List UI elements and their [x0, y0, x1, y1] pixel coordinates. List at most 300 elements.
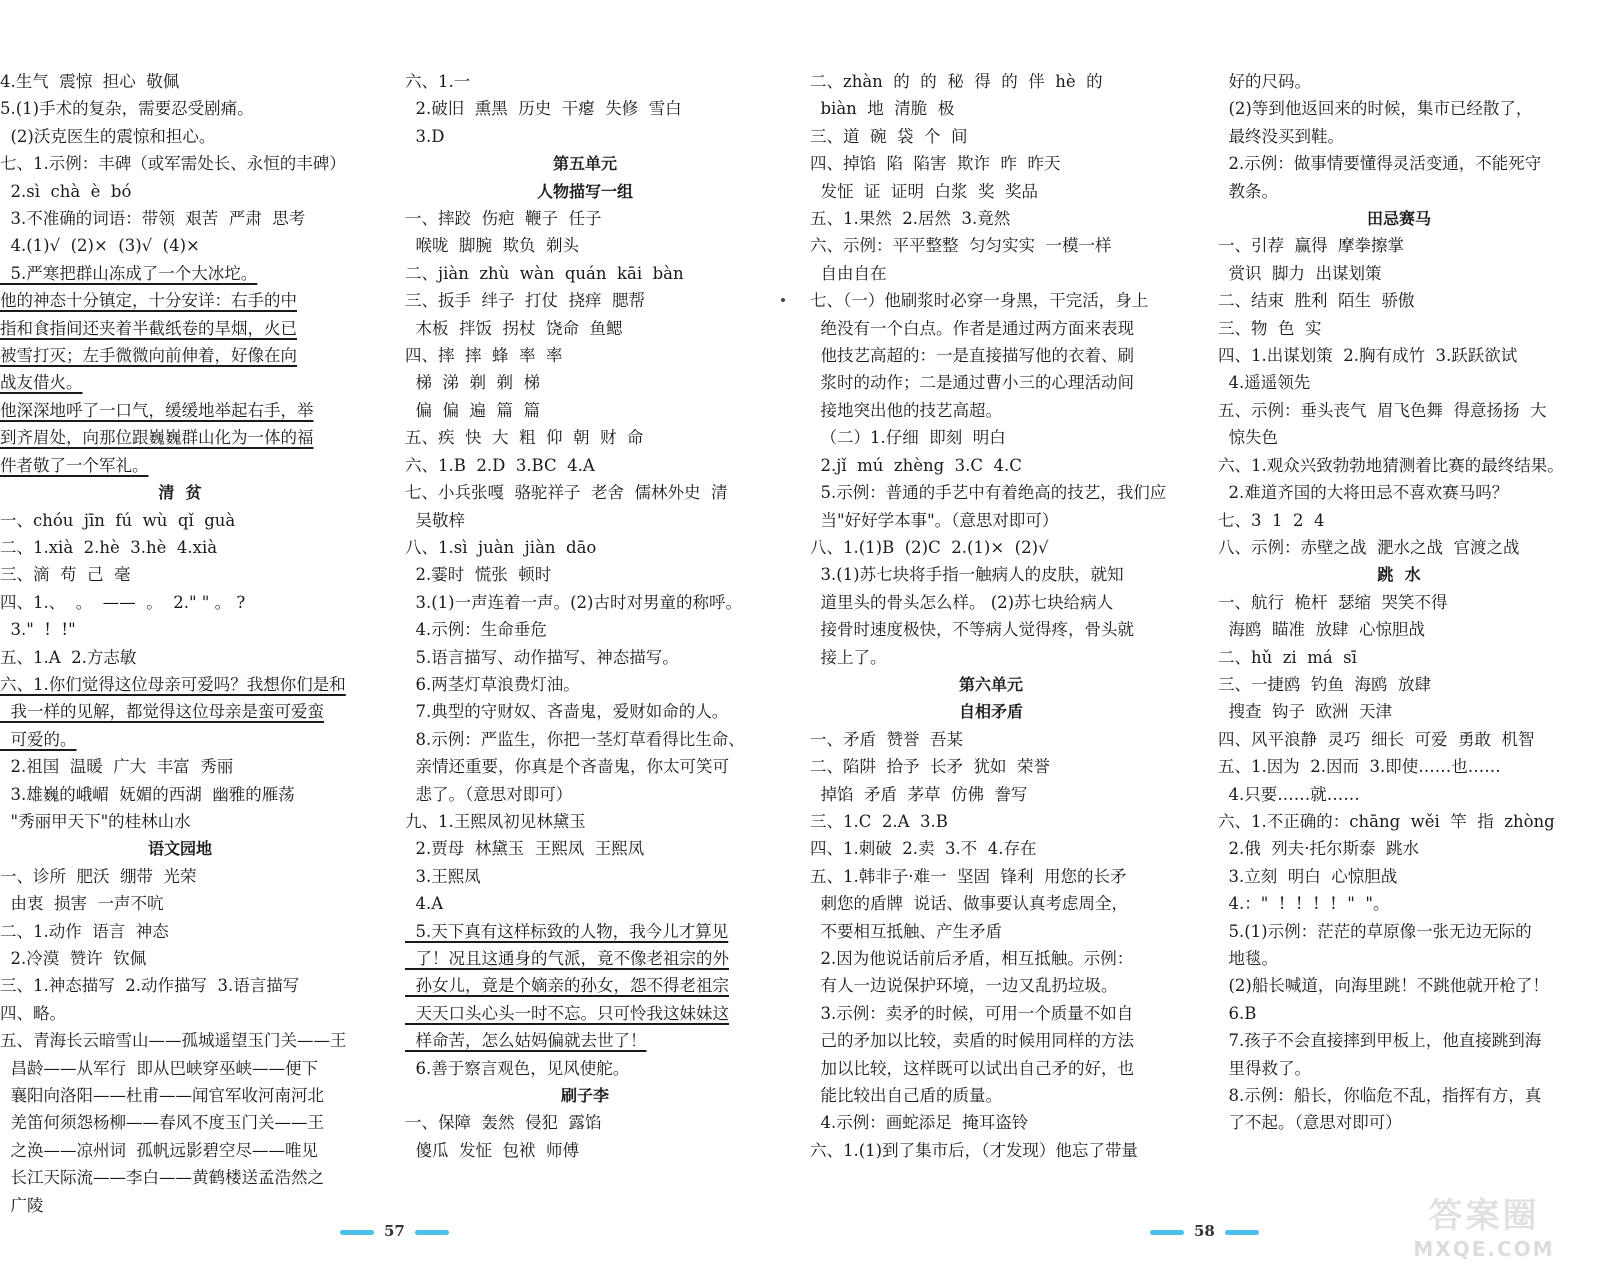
answer-line: [405, 1000, 765, 1027]
answer-line: [405, 452, 765, 479]
answer-text: 他深深地呼了一口气，缓缓地举起右手，举: [0, 400, 314, 420]
answer-line: [810, 918, 1172, 945]
answer-text: 2.sì chà è bó: [0, 181, 132, 201]
answer-text: 六、1.(1)到了集市后，（才发现）他忘了带量: [810, 1140, 1138, 1160]
answer-line: [405, 644, 765, 671]
answer-line: [1218, 808, 1580, 835]
answer-text: 七、1.示例：丰碑（或军需处长、永恒的丰碑）: [0, 154, 346, 174]
answer-line: [405, 479, 765, 506]
answer-text: 4.示例：画蛇添足 掩耳盗铃: [810, 1113, 1029, 1133]
answer-line: [0, 863, 360, 890]
answer-text: 4.A: [405, 894, 444, 914]
answer-line: [0, 1192, 360, 1219]
answer-text: 六、1.观众兴致勃勃地猜测着比赛的最终结果。: [1218, 455, 1564, 475]
answer-text: 一、矛盾 赞誉 吾某: [810, 729, 963, 749]
answer-text: 2.俄 列夫·托尔斯泰 跳水: [1218, 839, 1419, 859]
answer-line: [810, 507, 1172, 534]
answer-text: 5.示例：普通的手艺中有着绝高的技艺，我们应: [810, 483, 1167, 503]
answer-text: 7.典型的守财奴、吝啬鬼，爱财如命的人。: [405, 702, 729, 722]
answer-line: [1218, 95, 1580, 122]
answer-line: [1218, 890, 1580, 917]
answer-text: 2.jǐ mú zhèng 3.C 4.C: [810, 455, 1022, 475]
answer-text: 吴敬梓: [405, 510, 465, 530]
answer-line: [0, 369, 360, 396]
answer-text: "秀丽甲天下"的桂林山水: [0, 811, 191, 831]
answer-text: 天天口头心头一时不忘。只可怜我这妹妹这: [405, 1003, 729, 1023]
column-3: [810, 68, 1172, 1164]
answer-text: 赏识 脚力 出谋划策: [1218, 263, 1382, 283]
answer-line: [1218, 753, 1580, 780]
answer-text: （二）1.仔细 即刻 明白: [810, 428, 1006, 448]
answer-line: [405, 424, 765, 451]
answer-text: 好的尺码。: [1218, 72, 1311, 91]
answer-text: 六、1.B 2.D 3.BC 4.A: [405, 455, 595, 475]
answer-line: [405, 972, 765, 999]
answer-line: [0, 753, 360, 780]
answer-line: [405, 589, 765, 616]
answer-text: 广陵: [0, 1195, 44, 1215]
answer-text: 四、略。: [0, 1003, 66, 1023]
answer-text: 第五单元: [552, 154, 617, 174]
answer-line: [1218, 424, 1580, 451]
answer-text: 襄阳向洛阳——杜甫——闻官军收河南河北: [0, 1086, 324, 1106]
answer-text: 二、1.动作 语言 神态: [0, 921, 169, 941]
answer-text: 指和食指间还夹着半截纸卷的旱烟，火已: [0, 318, 297, 338]
answer-line: [0, 644, 360, 671]
answer-line: [0, 95, 360, 122]
answer-text: 5.严寒把群山冻成了一个大冰坨。: [0, 263, 258, 283]
answer-text: 第六单元: [958, 674, 1023, 694]
answer-line: [810, 287, 1172, 314]
answer-text: 五、1.果然 2.居然 3.竟然: [810, 209, 1011, 229]
answer-text: 了不起。（意思对即可）: [1218, 1113, 1402, 1133]
answer-text: 长江天际流——李白——黄鹤楼送孟浩然之: [0, 1168, 324, 1188]
answer-text: 傻瓜 发怔 包袱 师傅: [405, 1140, 579, 1160]
answer-line: [810, 1082, 1172, 1109]
answer-text: (2)沃克医生的震惊和担心。: [0, 126, 216, 146]
answer-text: 6.B: [1218, 1003, 1257, 1023]
answer-line: [0, 1164, 360, 1191]
answer-text: 之涣——凉州词 孤帆远影碧空尽——唯见: [0, 1140, 318, 1160]
answer-text: 三、扳手 绊子 打仗 挠痒 腮帮: [405, 291, 645, 311]
answer-line: [405, 753, 765, 780]
answer-text: 2.祖国 温暖 广大 丰富 秀丽: [0, 757, 234, 777]
answer-text: 八、1.(1)B (2)C 2.(1)× (2)√: [810, 537, 1049, 557]
answer-line: [810, 561, 1172, 588]
answer-text: 2.霎时 慌张 顿时: [405, 565, 552, 585]
answer-line: [810, 1027, 1172, 1054]
margin-dot: [781, 298, 785, 302]
answer-line: [810, 1055, 1172, 1082]
answer-text: 一、chóu jīn fú wù qǐ guà: [0, 510, 236, 530]
answer-text: 到齐眉处，向那位跟巍巍群山化为一体的福: [0, 428, 314, 448]
column-2: [405, 68, 765, 1164]
answer-line: [405, 507, 765, 534]
answer-text: 2.贾母 林黛玉 王熙凤 王熙凤: [405, 839, 645, 859]
answer-text: 刷子李: [560, 1086, 609, 1106]
section-heading: [810, 698, 1172, 725]
answer-text: 2.示例：做事情要懂得灵活变通，不能死守: [1218, 154, 1542, 174]
answer-text: 一、诊所 肥沃 绷带 光荣: [0, 866, 197, 886]
answer-text: 可爱的。: [0, 729, 77, 749]
answer-line: [405, 1055, 765, 1082]
answer-line: [0, 808, 360, 835]
answer-text: 五、1.A 2.方志敏: [0, 647, 137, 667]
answer-line: [1218, 123, 1580, 150]
answer-line: [405, 1109, 765, 1136]
section-heading: [0, 835, 360, 862]
answer-text: 人物描写一组: [536, 181, 633, 201]
answer-text: 加以比较，这样既可以试出自己矛的好，也: [810, 1058, 1134, 1078]
answer-text: 接骨时速度极快，不等病人觉得疼，骨头就: [810, 620, 1134, 640]
answer-text: 二、陷阱 拾予 长矛 犹如 荣誉: [810, 757, 1050, 777]
answer-line: [1218, 315, 1580, 342]
answer-text: 5.(1)手术的复杂，需要忍受剧痛。: [0, 99, 254, 119]
answer-line: [810, 1000, 1172, 1027]
answer-text: 喉咙 脚腕 欺负 剃头: [405, 236, 579, 256]
answer-line: [1218, 972, 1580, 999]
answer-line: [1218, 479, 1580, 506]
page-number-left: [330, 1222, 459, 1240]
answer-text: 2.难道齐国的大将田忌不喜欢赛马吗？: [1218, 483, 1509, 503]
answer-line: [1218, 1082, 1580, 1109]
answer-line: [810, 616, 1172, 643]
answer-text: 悲了。（意思对即可）: [405, 784, 573, 804]
column-1: [0, 68, 360, 1219]
watermark-text: 答案圈: [1428, 1196, 1540, 1236]
answer-text: 5.语言描写、动作描写、神态描写。: [405, 647, 679, 667]
page-number-right: [1140, 1222, 1269, 1240]
answer-line: [0, 1000, 360, 1027]
answer-line: [405, 205, 765, 232]
answer-line: [810, 397, 1172, 424]
answer-line: [0, 123, 360, 150]
answer-line: [810, 890, 1172, 917]
answer-text: 4.遥遥领先: [1218, 373, 1311, 393]
answer-text: 件者敬了一个军礼。: [0, 455, 149, 475]
answer-line: [810, 644, 1172, 671]
answer-text: 惊失色: [1218, 428, 1278, 448]
answer-text: 战友借火。: [0, 373, 83, 393]
answer-line: [0, 589, 360, 616]
answer-text: 3.D: [405, 126, 445, 146]
answer-text: 三、道 碗 袋 个 间: [810, 126, 968, 146]
answer-line: [1218, 397, 1580, 424]
answer-line: [810, 68, 1172, 95]
answer-text: 绝没有一个白点。作者是通过两方面来表现: [810, 318, 1134, 338]
answer-line: [810, 726, 1172, 753]
section-heading: [810, 671, 1172, 698]
answer-line: [810, 150, 1172, 177]
answer-text: 当"好好学本事"。（意思对即可）: [810, 510, 1059, 530]
answer-text: 四、摔 摔 蜂 率 率: [405, 346, 563, 366]
answer-line: [0, 616, 360, 643]
column-4: [1218, 68, 1580, 1137]
answer-text: 木板 拌饭 拐杖 饶命 鱼鳃: [405, 318, 623, 338]
answer-line: [810, 479, 1172, 506]
answer-line: [1218, 342, 1580, 369]
answer-line: [0, 68, 360, 95]
answer-text: 四、1.刺破 2.卖 3.不 4.存在: [810, 839, 1037, 859]
answer-text: 二、zhàn 的 的 秘 得 的 伴 hè 的: [810, 72, 1103, 91]
answer-line: [0, 1137, 360, 1164]
section-heading: [1218, 205, 1580, 232]
answer-text: 五、青海长云暗雪山——孤城遥望玉门关——王: [0, 1031, 347, 1051]
answer-text: 五、1.韩非子·难一 坚固 锋利 用您的长矛: [810, 866, 1127, 886]
answer-text: 能比较出自己盾的质量。: [810, 1086, 1002, 1106]
answer-line: [405, 671, 765, 698]
answer-line: [810, 589, 1172, 616]
answer-text: 3.立刻 明白 心惊胆战: [1218, 866, 1398, 886]
answer-text: 自相矛盾: [958, 702, 1023, 722]
answer-line: [1218, 260, 1580, 287]
answer-line: [0, 1109, 360, 1136]
answer-line: [810, 123, 1172, 150]
answer-text: 一、引荐 赢得 摩拳擦掌: [1218, 236, 1404, 256]
answer-line: [0, 972, 360, 999]
answer-text: 跳 水: [1377, 565, 1421, 585]
answer-line: [810, 1137, 1172, 1164]
answer-line: [405, 863, 765, 890]
answer-line: [810, 178, 1172, 205]
answer-line: [405, 287, 765, 314]
answer-text: (2)船长喊道，向海里跳！不跳他就开枪了！: [1218, 976, 1549, 996]
answer-text: 九、1.王熙凤初见林黛玉: [405, 811, 586, 831]
answer-text: 七、3 1 2 4: [1218, 510, 1325, 530]
answer-line: [1218, 369, 1580, 396]
answer-text: 二、1.xià 2.hè 3.hè 4.xià: [0, 537, 218, 557]
answer-line: [405, 260, 765, 287]
answer-text: 6.善于察言观色，见风使舵。: [405, 1058, 630, 1078]
answer-text: 六、1.一: [405, 72, 471, 91]
answer-text: 教条。: [1218, 181, 1278, 201]
answer-text: 发怔 证 证明 白浆 奖 奖品: [810, 181, 1038, 201]
answer-line: [1218, 616, 1580, 643]
answer-text: 他技艺高超的：一是直接描写他的衣着、刷: [810, 346, 1134, 366]
answer-line: [405, 1137, 765, 1164]
answer-line: [1218, 781, 1580, 808]
answer-text: 一、保障 轰然 侵犯 露馅: [405, 1113, 602, 1133]
answer-line: [405, 369, 765, 396]
answer-text: 四、风平浪静 灵巧 细长 可爱 勇敢 机智: [1218, 729, 1535, 749]
answer-text: 七、小兵张嘎 骆驼祥子 老舍 儒林外史 清: [405, 483, 728, 503]
answer-line: [0, 287, 360, 314]
answer-line: [405, 1027, 765, 1054]
answer-text: 八、1.sì juàn jiàn dāo: [405, 537, 597, 557]
answer-line: [405, 561, 765, 588]
answer-text: 4.示例：生命垂危: [405, 620, 547, 640]
answer-text: 被雪打灭；左手微微向前伸着，好像在向: [0, 346, 297, 366]
answer-text: 二、jiàn zhù wàn quán kāi bàn: [405, 263, 684, 283]
answer-line: [405, 698, 765, 725]
answer-line: [0, 232, 360, 259]
answer-text: 八、示例：赤壁之战 淝水之战 官渡之战: [1218, 537, 1520, 557]
answer-line: [1218, 863, 1580, 890]
answer-line: [810, 1109, 1172, 1136]
answer-line: [1218, 150, 1580, 177]
section-heading: [405, 150, 765, 177]
wave-ornament: [340, 1230, 374, 1235]
answer-text: 六、1.不正确的：chāng wěi 竿 指 zhòng: [1218, 811, 1555, 831]
answer-text: 5.天下真有这样标致的人物，我今儿才算见: [405, 921, 729, 941]
watermark-url: MXQE.COM: [1413, 1237, 1555, 1261]
answer-text: 三、滴 苟 己 毫: [0, 565, 131, 585]
page-number-left-text: 57: [384, 1222, 405, 1240]
answer-line: [405, 726, 765, 753]
answer-text: 田忌赛马: [1366, 209, 1431, 229]
answer-line: [0, 150, 360, 177]
answer-line: [810, 424, 1172, 451]
answer-text: 三、物 色 实: [1218, 318, 1322, 338]
answer-line: [405, 95, 765, 122]
answer-line: [0, 397, 360, 424]
answer-line: [0, 534, 360, 561]
answer-line: [1218, 726, 1580, 753]
answer-text: 搜查 钩子 欧洲 天津: [1218, 702, 1392, 722]
answer-text: 三、1.C 2.A 3.B: [810, 811, 948, 831]
answer-line: [810, 781, 1172, 808]
answer-text: 偏 偏 遍 篇 篇: [405, 400, 540, 420]
answer-text: 里得救了。: [1218, 1058, 1311, 1078]
answer-line: [405, 315, 765, 342]
answer-line: [810, 945, 1172, 972]
answer-text: 羌笛何须怨杨柳——春风不度玉门关——王: [0, 1113, 324, 1133]
answer-text: 2.冷漠 赞许 钦佩: [0, 949, 147, 968]
answer-text: 4.只要……就……: [1218, 784, 1360, 804]
answer-line: [405, 890, 765, 917]
answer-text: 接上了。: [810, 647, 887, 667]
answer-line: [1218, 534, 1580, 561]
answer-text: 一、航行 桅杆 瑟缩 哭笑不得: [1218, 592, 1448, 612]
answer-text: 3." ! !": [0, 620, 76, 640]
answer-text: 4.(1)√ (2)× (3)√ (4)×: [0, 236, 200, 256]
answer-text: 三、1.神态描写 2.动作描写 3.语言描写: [0, 976, 300, 996]
answer-text: 接地突出他的技艺高超。: [810, 400, 1002, 420]
answer-text: 五、示例：垂头丧气 眉飞色舞 得意扬扬 大: [1218, 400, 1547, 420]
answer-text: 己的矛加以比较，卖盾的时候用同样的方法: [810, 1031, 1134, 1051]
answer-text: 七、（一）他刷浆时必穿一身黑，干完活，身上: [810, 291, 1149, 311]
answer-text: 2.破旧 熏黑 历史 干瘪 失修 雪白: [405, 99, 682, 119]
answer-text: 掉馅 矛盾 茅草 仿佛 誊写: [810, 784, 1028, 804]
answer-line: [810, 369, 1172, 396]
answer-line: [1218, 452, 1580, 479]
answer-text: (2)等到他返回来的时候，集市已经散了，: [1218, 99, 1533, 119]
answer-line: [1218, 232, 1580, 259]
answer-text: 四、掉馅 陷 陷害 欺诈 昨 昨天: [810, 154, 1061, 174]
answer-line: [1218, 698, 1580, 725]
answer-line: [0, 507, 360, 534]
answer-text: 梯 涕 剃 剃 梯: [405, 373, 540, 393]
answer-line: [405, 534, 765, 561]
answer-line: [0, 561, 360, 588]
answer-text: 二、结束 胜利 陌生 骄傲: [1218, 291, 1415, 311]
answer-text: 3.不准确的词语：带领 艰苦 严肃 思考: [0, 209, 306, 229]
answer-line: [405, 835, 765, 862]
answer-line: [0, 178, 360, 205]
answer-text: 4.生气 震惊 担心 敬佩: [0, 72, 180, 91]
answer-line: [405, 945, 765, 972]
answer-line: [810, 972, 1172, 999]
watermark-logo: [1384, 1188, 1584, 1261]
answer-line: [810, 835, 1172, 862]
answer-text: 7.孩子不会直接摔到甲板上，他直接跳到海: [1218, 1031, 1542, 1051]
section-heading: [1218, 561, 1580, 588]
answer-line: [810, 753, 1172, 780]
answer-text: 五、1.因为 2.因而 3.即使……也……: [1218, 757, 1501, 777]
answer-line: [1218, 671, 1580, 698]
answer-line: [0, 1082, 360, 1109]
answer-text: 亲情还重要，你真是个吝啬鬼，你太可笑可: [405, 757, 729, 777]
answer-line: [405, 68, 765, 95]
answer-text: 一、摔跤 伤疤 鞭子 任子: [405, 209, 602, 229]
answer-text: 最终没买到鞋。: [1218, 126, 1344, 146]
answer-line: [0, 1027, 360, 1054]
answer-text: 四、1.出谋划策 2.胸有成竹 3.跃跃欲试: [1218, 346, 1518, 366]
answer-line: [1218, 644, 1580, 671]
answer-line: [0, 781, 360, 808]
answer-line: [405, 123, 765, 150]
section-heading: [405, 178, 765, 205]
answer-line: [1218, 287, 1580, 314]
answer-line: [810, 808, 1172, 835]
answer-line: [810, 863, 1172, 890]
answer-text: 由衷 损害 一声不吭: [0, 894, 164, 914]
answer-line: [405, 616, 765, 643]
answer-text: 不要相互抵触、产生矛盾: [810, 921, 1002, 941]
wave-ornament: [1225, 1230, 1259, 1235]
answer-line: [405, 342, 765, 369]
answer-line: [405, 232, 765, 259]
answer-line: [810, 534, 1172, 561]
answer-line: [0, 671, 360, 698]
answer-text: 2.因为他说话前后矛盾，相互抵触。示例：: [810, 949, 1134, 968]
answer-line: [0, 260, 360, 287]
answer-line: [405, 808, 765, 835]
answer-line: [0, 1055, 360, 1082]
answer-text: 8.示例：严监生，你把一茎灯草看得比生命、: [405, 729, 745, 749]
answer-line: [0, 726, 360, 753]
answer-text: 三、一捷鸥 钓鱼 海鸥 放肆: [1218, 674, 1431, 694]
answer-line: [1218, 589, 1580, 616]
answer-line: [1218, 835, 1580, 862]
answer-line: [810, 260, 1172, 287]
answer-line: [810, 205, 1172, 232]
answer-text: 3.(1)苏七块将手指一触病人的皮肤，就知: [810, 565, 1124, 585]
answer-line: [1218, 68, 1580, 95]
answer-line: [1218, 507, 1580, 534]
answer-text: 地毯。: [1218, 949, 1278, 968]
answer-line: [810, 315, 1172, 342]
answer-text: 道里头的骨头怎么样。 (2)苏七块给病人: [810, 592, 1114, 612]
answer-text: 清 贫: [158, 483, 202, 503]
answer-text: 8.示例：船长，你临危不乱，指挥有方，真: [1218, 1086, 1542, 1106]
answer-line: [0, 424, 360, 451]
answer-line: [1218, 1027, 1580, 1054]
answer-line: [0, 698, 360, 725]
answer-text: 样命苦，怎么姑妈偏就去世了！: [405, 1031, 647, 1051]
answer-line: [405, 918, 765, 945]
answer-line: [810, 232, 1172, 259]
section-heading: [0, 479, 360, 506]
answer-text: 二、hǔ zi má sī: [1218, 647, 1357, 667]
section-heading: [405, 1082, 765, 1109]
answer-text: 浆时的动作；二是通过曹小三的心理活动间: [810, 373, 1134, 393]
answer-line: [0, 315, 360, 342]
answer-text: 五、疾 快 大 粗 仰 朝 财 命: [405, 428, 644, 448]
answer-text: 3.(1)一声连着一声。(2)古时对男童的称呼。: [405, 592, 742, 612]
answer-line: [405, 397, 765, 424]
page-number-right-text: 58: [1194, 1222, 1215, 1240]
